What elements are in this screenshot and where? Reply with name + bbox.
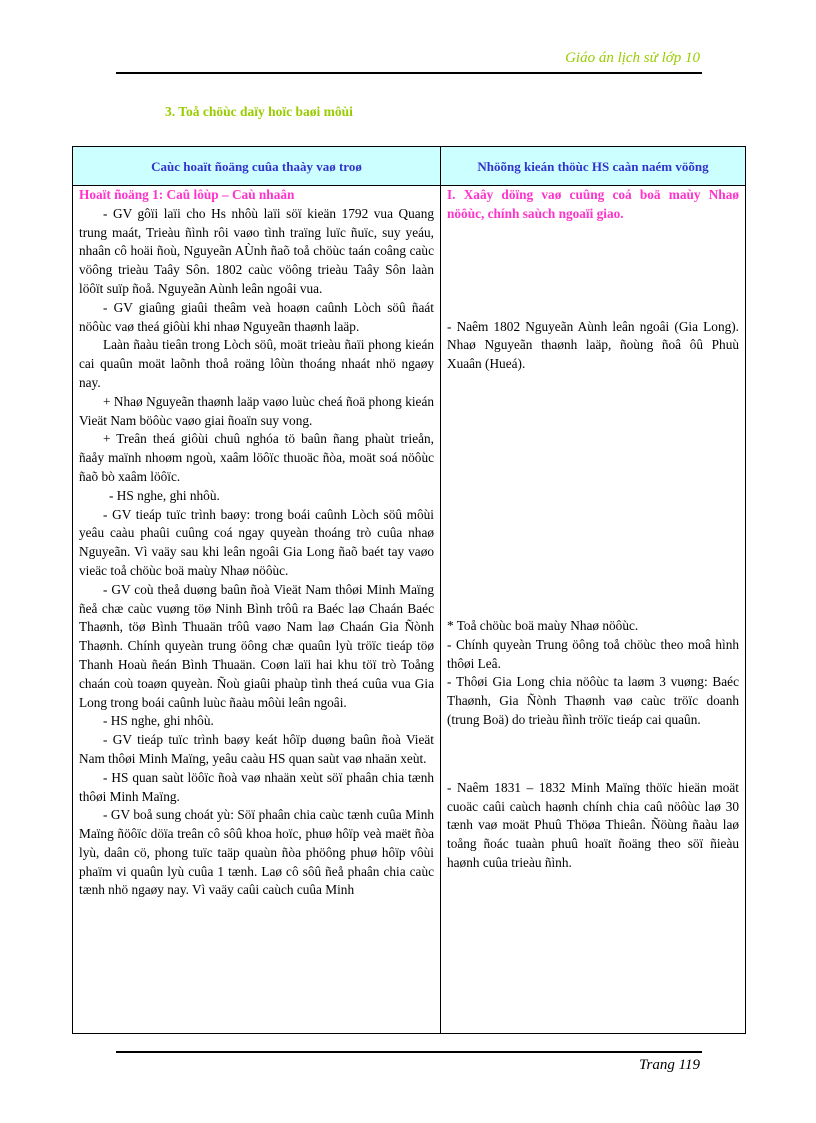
knowledge-heading: I. Xaây döïng vaø cuûng coá boä maùy Nhaø nöôùc, chính saùch ngoaïi giao. bbox=[447, 187, 739, 221]
header-divider bbox=[116, 72, 702, 74]
activity-paragraph: - GV coù theå duøng baûn ñoà Vieät Nam thôøi Minh Maïng ñeå chæ caùc vuøng töø Ninh Bình trôû ra Baéc laø Chaán Baéc Thaønh, töø Bình Thuaän trôû vaøo Nam laø Chaán Gia Ñònh Thaønh. Chính quyeàn trung öông chæ quaûn lyù tröïc tieáp töø Thanh Hoaù ñeán Bình Thuaän. Coøn laïi hai khu töï trò Toång chaán coù toaøn quyeàn. Ñoù giaûi phaùp tình theá cuûa vua Gia Long trong boái caûnh luùc ñaàu môùi leân ngoâi. bbox=[79, 581, 434, 710]
table-header-row bbox=[73, 147, 746, 186]
col-header-knowledge: Nhöõng kieán thöùc HS caàn naém vöõng bbox=[441, 147, 746, 186]
section-title: 3. Toå chöùc daïy hoïc baøi môùi bbox=[165, 104, 353, 119]
knowledge-cell bbox=[441, 186, 746, 1034]
knowledge-paragraph: - Naêm 1831 – 1832 Minh Maïng thöïc hieän moät cuoäc caûi caùch haønh chính chia caû nöôùc laø 30 tænh vaø moät Phuû Thöøa Thieân. Ñöùng ñaàu laø toång ñoác tuaàn phuû hoaït ñoäng theo söï ñieàu haønh cuûa trieàu ñình. bbox=[447, 779, 739, 870]
lesson-table bbox=[72, 146, 746, 1034]
activity-paragraph: - GV boå sung choát yù: Söï phaân chia caùc tænh cuûa Minh Maïng ñöôïc döïa treân cô sôû khoa hoïc, phuø hôïp veà maët ñòa lyù, daân cö, phong tuïc taäp quaùn ñòa phöông phuø hôïp vôùi phaïm vi quaûn lyù cuûa 1 tænh. Laø cô sôû ñeå phaân chia caùc tænh nhö ngaøy nay. Vì vaäy caûi caùch cuûa Minh bbox=[79, 807, 434, 898]
activity-paragraph: - HS quan saùt löôïc ñoà vaø nhaän xeùt söï phaân chia tænh thôøi Minh Maïng. bbox=[79, 769, 434, 804]
activity-paragraph: - GV gôïi laïi cho Hs nhôù laïi söï kieän 1792 vua Quang trung maát, Trieàu ñình rôi vaøo tình traïng luïc ñuïc, suy yeáu, nhaân cô hoäi ñoù, Nguyeãn AÙnh ñaõ toå chöùc taán coâng caùc vöông trieàu Taây Sôn. 1802 caùc vöông trieàu Taây Sôn laàn löôït suïp ñoå. Nguyeãn Aùnh leân ngoâi vua. bbox=[79, 205, 434, 296]
activity-paragraph: - GV tieáp tuïc trình baøy keát hôïp duøng baûn ñoà Vieät Nam thôøi Minh Maïng, yeâu caàu HS quan saùt vaø nhaän xeùt. bbox=[79, 732, 434, 766]
activity-paragraph: - HS nghe, ghi nhôù. bbox=[109, 487, 220, 503]
activity-paragraph: + Treân theá giôùi chuû nghóa tö baûn ñang phaùt trieån, ñaåy maïnh nhoøm ngoù, xaâm löôïc thuoäc ñòa, moät soá nöôùc ñaõ bò xaâm löôïc. bbox=[79, 431, 434, 484]
activity-title: Hoaït ñoäng 1: Caû lôùp – Caù nhaân bbox=[79, 187, 295, 202]
knowledge-paragraph: - Chính quyeàn Trung öông toå chöùc theo moâ hình thôøi Leâ. bbox=[447, 636, 739, 671]
col-header-teacher-student: Caùc hoaït ñoäng cuûa thaày vaø troø bbox=[73, 147, 441, 186]
activity-paragraph: - GV tieáp tuïc trình baøy: trong boái caûnh Lòch söû môùi yeâu caàu phaûi cuûng coá ngay quyeàn thoáng trò cuûa nhaø Nguyeãn. Vì vaäy sau khi leân ngoâi Gia Long ñaõ baét tay vaøo vieäc toå chöùc boä maùy Nhaø nöôùc. bbox=[79, 506, 434, 578]
activity-paragraph: - GV giaûng giaûi theâm veà hoaøn caûnh Lòch söû ñaát nöôùc vaø theá giôùi khi nhaø Nguyeãn thaønh laäp. bbox=[79, 299, 434, 334]
activity-paragraph: - HS nghe, ghi nhôù. bbox=[103, 713, 214, 729]
knowledge-paragraph: - Naêm 1802 Nguyeãn Aùnh leân ngoâi (Gia Long). Nhaø Nguyeãn thaønh laäp, ñoùng ñoâ ôû Phuù Xuaân (Hueá). bbox=[447, 318, 739, 372]
table-body-row bbox=[73, 186, 746, 1034]
knowledge-paragraph: - Thôøi Gia Long chia nöôùc ta laøm 3 vuøng: Baéc Thaønh, Gia Ñònh Thaønh vaø caùc tröïc doanh (trung Boä) do trieàu ñình tröïc tieáp cai quaûn. bbox=[447, 674, 739, 727]
knowledge-subheading: * Toå chöùc boä maùy Nhaø nöôùc. bbox=[447, 617, 639, 633]
page-number: Trang 119 bbox=[639, 1057, 700, 1073]
activity-paragraph: Laàn ñaàu tieân trong Lòch söû, moät trieàu ñaïi phong kieán cai quaûn moät laõnh thoå roäng lôùn thoáng nhaát nhö ngaøy nay. bbox=[79, 337, 434, 390]
document-header-title: Giáo án lịch sử lớp 10 bbox=[565, 50, 700, 66]
activities-cell bbox=[73, 186, 441, 1034]
activity-paragraph: + Nhaø Nguyeãn thaønh laäp vaøo luùc cheá ñoä phong kieán Vieät Nam böôùc vaøo giai ñoaïn suy vong. bbox=[79, 393, 434, 428]
footer-divider bbox=[116, 1051, 702, 1053]
